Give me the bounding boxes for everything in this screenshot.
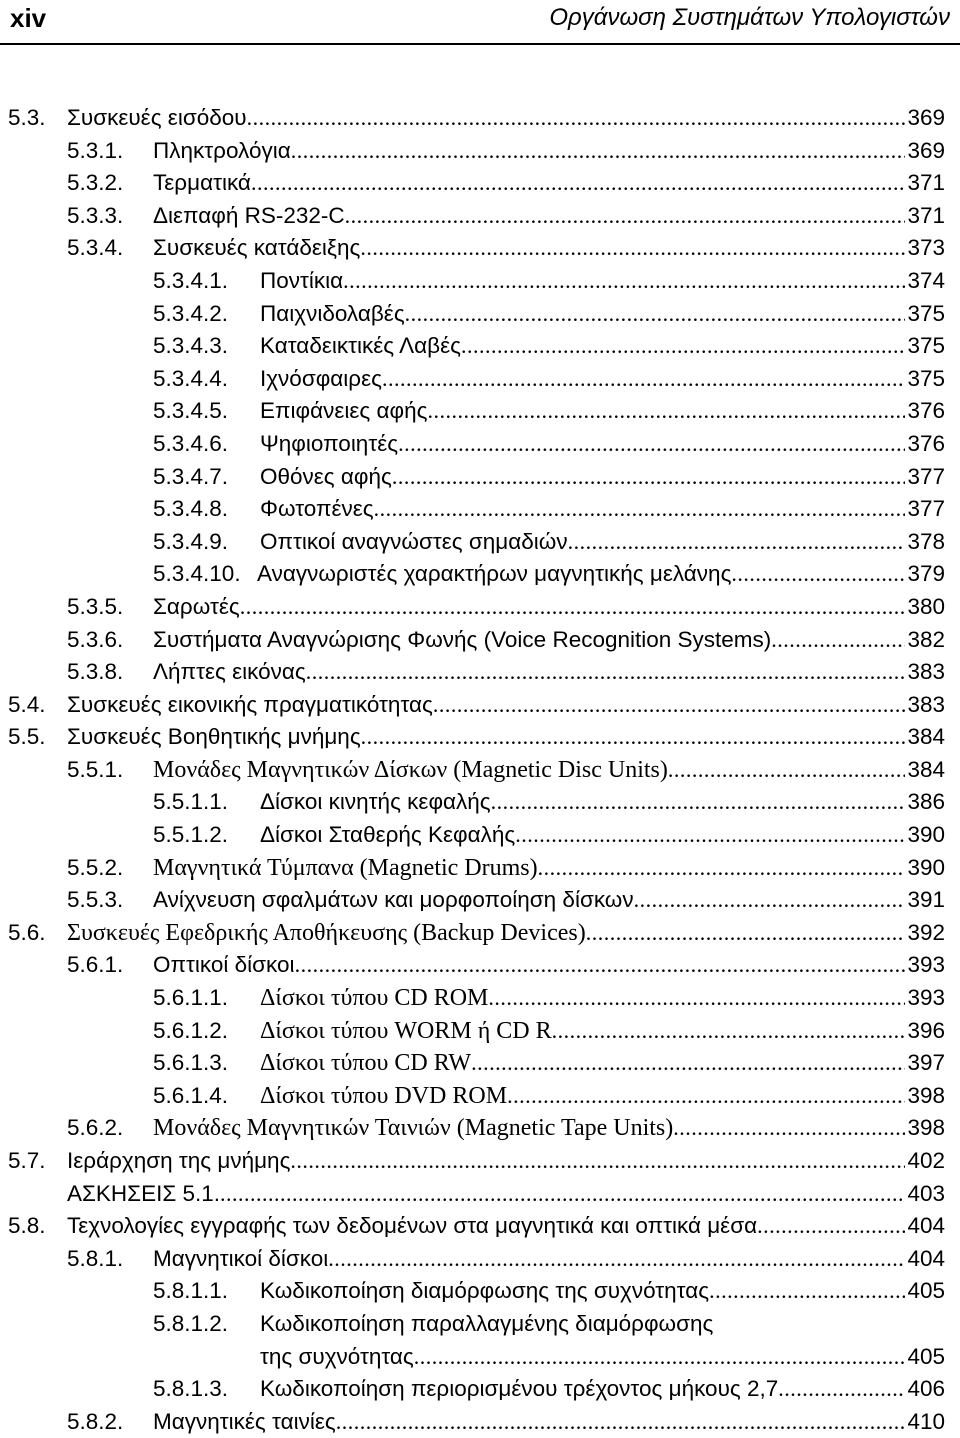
toc-entry-line xyxy=(153,949,945,982)
toc-entry-title: Ποντίκια xyxy=(260,267,344,293)
page-number: xiv xyxy=(10,3,47,33)
toc-entry-line xyxy=(153,754,945,787)
dot-leader xyxy=(552,1015,906,1048)
toc-entry-number: 5.6.1.1. xyxy=(153,985,229,1011)
toc-entry-number: 5.5. xyxy=(8,724,46,750)
toc-entry-page: 386 xyxy=(907,789,945,815)
toc-entry-title: Συστήματα Αναγνώρισης Φωνής (Voice Recognition Systems) xyxy=(153,626,772,652)
toc-entry-title: Καταδεικτικές Λαβές xyxy=(260,333,461,359)
toc-entry-page: 393 xyxy=(907,985,945,1011)
toc-entry[interactable] xyxy=(0,982,960,1015)
toc-entry-line xyxy=(67,1145,945,1178)
toc-entry-number: 5.3.4.2. xyxy=(153,300,229,326)
toc-entry-number: 5.3.4.7. xyxy=(153,463,229,489)
dot-leader xyxy=(240,591,906,624)
toc-entry-line xyxy=(260,461,945,494)
toc-entry[interactable] xyxy=(0,721,960,754)
toc-entry-title: Ιεράρχηση της μνήμης xyxy=(67,1148,291,1173)
toc-entry-title: Παιχνιδολαβές xyxy=(260,300,405,326)
dot-leader xyxy=(328,1243,905,1276)
toc-entry-line xyxy=(153,1243,945,1276)
toc-entry-title: Κωδικοποίηση περιορισμένου τρέχοντος μήκους 2,7 xyxy=(260,1376,779,1402)
toc-entry-title: Σαρωτές xyxy=(153,593,240,619)
toc-entry-title: Διεπαφή RS-232-C xyxy=(153,202,345,228)
toc-entry-page: 377 xyxy=(907,496,945,522)
dot-leader xyxy=(295,949,906,982)
toc-entry[interactable] xyxy=(0,1308,960,1341)
dot-leader xyxy=(668,754,906,787)
toc-entry-title: Αναγνωριστές χαρακτήρων μαγνητικής μελάνης xyxy=(257,561,732,587)
toc-entry-line xyxy=(153,1406,945,1438)
dot-leader xyxy=(673,1112,905,1145)
toc-entry[interactable] xyxy=(0,102,960,135)
toc-entry-page: 380 xyxy=(907,593,945,619)
toc-entry-title: Δίσκοι τύπου DVD ROM xyxy=(260,1082,508,1109)
toc-entry-line xyxy=(260,1047,945,1080)
toc-entry-number: 5.5.3. xyxy=(67,887,124,913)
toc-entry[interactable] xyxy=(0,656,960,689)
toc-entry[interactable] xyxy=(0,1275,960,1308)
toc-entry-line xyxy=(153,200,945,233)
toc-entry-page: 375 xyxy=(907,333,945,359)
toc-entry-page: 377 xyxy=(907,463,945,489)
toc-entry-title: της συχνότητας xyxy=(260,1343,414,1369)
toc-entry-title: Οπτικοί αναγνώστες σημαδιών xyxy=(260,528,568,554)
dot-leader xyxy=(414,1341,906,1374)
toc-entry-number: 5.3.4.9. xyxy=(153,528,229,554)
toc-entry-page: 371 xyxy=(907,202,945,228)
toc-entry[interactable] xyxy=(0,852,960,885)
toc-entry-title: Μαγνητικοί δίσκοι xyxy=(153,1245,329,1271)
toc-entry[interactable] xyxy=(0,917,960,950)
toc-entry[interactable] xyxy=(0,1406,960,1438)
toc-entry[interactable] xyxy=(0,689,960,722)
toc-entry-number: 5.3.4.6. xyxy=(153,430,229,456)
toc-entry-page: 373 xyxy=(907,235,945,261)
toc-entry[interactable] xyxy=(0,949,960,982)
toc-entry-number: 5.5.1. xyxy=(67,756,124,782)
toc-entry-number: 5.8.1.1. xyxy=(153,1278,229,1304)
toc-entry-number: 5.3.5. xyxy=(67,593,124,619)
toc-entry-line xyxy=(67,1210,945,1243)
dot-leader xyxy=(374,493,906,526)
toc-entry[interactable] xyxy=(0,786,960,819)
toc-entry-line xyxy=(260,1080,945,1113)
toc-entry-page: 375 xyxy=(907,300,945,326)
toc-entry-title: Μονάδες Μαγνητικών Ταινιών (Magnetic Tape Units) xyxy=(153,1115,674,1142)
toc-entry-number: 5.6.1.3. xyxy=(153,1050,229,1076)
dot-leader xyxy=(757,1210,905,1243)
toc-entry-page: 405 xyxy=(907,1343,945,1369)
dot-leader xyxy=(291,135,906,168)
toc-entry-number: 5.6.1.2. xyxy=(153,1017,229,1043)
toc-entry[interactable] xyxy=(0,428,960,461)
dot-leader xyxy=(382,363,905,396)
toc-entry-page: 384 xyxy=(907,756,945,782)
toc-entry[interactable] xyxy=(0,884,960,917)
toc-entry[interactable] xyxy=(0,1015,960,1048)
toc-entry-title: Οθόνες αφής xyxy=(260,463,392,489)
toc-entry-title: Δίσκοι τύπου CD RW xyxy=(260,1050,472,1077)
toc-entry-title: Δίσκοι Σταθερής Κεφαλής xyxy=(260,822,516,848)
dot-leader xyxy=(360,232,905,265)
table-of-contents xyxy=(0,102,960,1438)
toc-entry-number: 5.7. xyxy=(8,1148,46,1173)
toc-entry-page: 404 xyxy=(907,1245,945,1271)
toc-entry-page: 410 xyxy=(907,1408,945,1434)
toc-entry[interactable] xyxy=(0,1178,960,1211)
toc-entry-number: 5.6.1. xyxy=(67,952,124,978)
toc-entry-page: 398 xyxy=(907,1115,945,1141)
dot-leader xyxy=(515,819,905,852)
toc-entry-line xyxy=(260,330,945,363)
toc-entry-line xyxy=(67,917,945,950)
toc-entry-title: Συσκευές εικονικής πραγματικότητας xyxy=(67,691,433,717)
toc-entry-page: 383 xyxy=(907,659,945,685)
dot-leader xyxy=(778,1373,905,1406)
toc-entry-number: 5.3.1. xyxy=(67,137,124,163)
toc-entry[interactable] xyxy=(0,461,960,494)
toc-entry-page: 390 xyxy=(907,854,945,880)
toc-entry-page: 374 xyxy=(907,267,945,293)
toc-entry-title: Κωδικοποίηση παραλλαγμένης διαμόρφωσης xyxy=(260,1310,714,1336)
toc-entry-line xyxy=(260,982,945,1015)
dot-leader xyxy=(507,1080,905,1113)
toc-entry[interactable] xyxy=(0,232,960,265)
toc-entry-number: 5.8.1. xyxy=(67,1245,124,1271)
toc-entry-page: 390 xyxy=(907,822,945,848)
dot-leader xyxy=(345,200,906,233)
toc-entry-number: 5.3.2. xyxy=(67,170,124,196)
dot-leader xyxy=(488,982,905,1015)
toc-entry-page: 382 xyxy=(907,626,945,652)
dot-leader xyxy=(491,786,906,819)
toc-entry-line xyxy=(260,493,945,526)
toc-entry-page: 398 xyxy=(907,1082,945,1108)
toc-entry[interactable] xyxy=(0,1373,960,1406)
toc-entry-page: 383 xyxy=(907,691,945,717)
toc-entry[interactable] xyxy=(0,363,960,396)
toc-entry-number: 5.8.1.3. xyxy=(153,1376,229,1402)
toc-entry-line xyxy=(260,363,945,396)
toc-entry-line xyxy=(153,852,945,885)
toc-entry-line xyxy=(260,265,945,298)
toc-entry-number: 5.3.4.4. xyxy=(153,365,229,391)
toc-entry-line xyxy=(153,135,945,168)
toc-entry-line xyxy=(260,1275,945,1308)
toc-entry-number: 5.3.6. xyxy=(67,626,124,652)
toc-entry[interactable] xyxy=(0,1080,960,1113)
book-title: Οργάνωση Συστημάτων Υπολογιστών xyxy=(549,4,950,31)
toc-entry-page: 369 xyxy=(907,105,945,130)
toc-entry-page: 371 xyxy=(907,170,945,196)
toc-entry-number: 5.3.3. xyxy=(67,202,124,228)
toc-entry[interactable] xyxy=(0,298,960,331)
dot-leader xyxy=(433,689,906,722)
toc-entry-number: 5.6.2. xyxy=(67,1115,124,1141)
toc-entry[interactable] xyxy=(0,330,960,363)
toc-entry[interactable] xyxy=(0,395,960,428)
toc-entry-page: 402 xyxy=(907,1148,945,1173)
toc-entry-line xyxy=(153,232,945,265)
toc-entry-title: Τερματικά xyxy=(153,170,251,196)
toc-entry-line xyxy=(260,1341,945,1374)
dot-leader xyxy=(428,395,906,428)
dot-leader xyxy=(306,656,906,689)
toc-entry-page: 396 xyxy=(907,1017,945,1043)
dot-leader xyxy=(405,298,906,331)
toc-entry-number: 5.3.8. xyxy=(67,659,124,685)
dot-leader xyxy=(343,265,905,298)
toc-entry-page: 404 xyxy=(907,1213,945,1239)
toc-entry-title: ΑΣΚΗΣΕΙΣ 5.1. xyxy=(67,1180,221,1206)
toc-entry-number: 5.8.2. xyxy=(67,1408,124,1434)
toc-entry-line xyxy=(257,558,945,591)
dot-leader xyxy=(336,1406,906,1438)
toc-entry-title: Οπτικοί δίσκοι xyxy=(153,952,295,978)
toc-entry[interactable] xyxy=(0,1112,960,1145)
toc-entry[interactable] xyxy=(0,200,960,233)
toc-entry-number: 5.6.1.4. xyxy=(153,1082,229,1108)
toc-entry-number: 5.3.4.5. xyxy=(153,398,229,424)
toc-entry-number: 5.3. xyxy=(8,105,46,130)
toc-entry-title: Μαγνητικές ταινίες xyxy=(153,1408,336,1434)
toc-entry-page: 376 xyxy=(907,398,945,424)
toc-entry-number: 5.6. xyxy=(8,919,46,945)
toc-entry-number: 5.5.1.2. xyxy=(153,822,229,848)
toc-entry-line xyxy=(260,298,945,331)
dot-leader xyxy=(361,721,906,754)
toc-entry-page: 406 xyxy=(907,1376,945,1402)
toc-entry-page: 378 xyxy=(907,528,945,554)
toc-entry[interactable] xyxy=(0,624,960,657)
toc-entry-title: Συσκευές Βοηθητικής μνήμης xyxy=(67,724,361,750)
dot-leader xyxy=(538,852,906,885)
toc-entry-title: Τεχνολογίες εγγραφής των δεδομένων στα μαγνητικά και οπτικά μέσα xyxy=(67,1213,758,1239)
toc-entry-line xyxy=(67,689,945,722)
toc-entry-page: 393 xyxy=(907,952,945,978)
dot-leader xyxy=(247,102,906,135)
dot-leader xyxy=(461,330,905,363)
toc-entry[interactable] xyxy=(0,591,960,624)
toc-entry-number: 5.8. xyxy=(8,1213,46,1239)
toc-entry[interactable] xyxy=(0,493,960,526)
toc-entry[interactable] xyxy=(0,1341,960,1374)
toc-entry-page: 397 xyxy=(907,1050,945,1076)
toc-entry[interactable] xyxy=(0,819,960,852)
toc-entry-number: 5.3.4.3. xyxy=(153,333,229,359)
toc-entry[interactable] xyxy=(0,135,960,168)
dot-leader xyxy=(771,624,905,657)
dot-leader xyxy=(586,917,906,950)
toc-entry-line xyxy=(153,656,945,689)
dot-leader xyxy=(392,461,906,494)
toc-entry-title: Επιφάνειες αφής xyxy=(260,398,428,424)
toc-entry-title: Δίσκοι τύπου WORM ή CD R xyxy=(260,1017,552,1044)
toc-entry-line xyxy=(153,1112,945,1145)
toc-entry-title: Δίσκοι κινητής κεφαλής xyxy=(260,789,491,815)
toc-entry-line xyxy=(260,1373,945,1406)
toc-entry-title: Ψηφιοποιητές xyxy=(260,430,399,456)
dot-leader xyxy=(568,526,906,559)
toc-entry-number: 5.5.2. xyxy=(67,854,124,880)
toc-entry-page: 369 xyxy=(907,137,945,163)
toc-entry-number: 5.8.1.2. xyxy=(153,1310,229,1336)
toc-entry-line xyxy=(260,819,945,852)
toc-entry-line xyxy=(153,624,945,657)
toc-entry-line xyxy=(153,167,945,200)
toc-entry[interactable] xyxy=(0,1145,960,1178)
toc-entry-title: Συσκευές Εφεδρικής Αποθήκευσης (Backup Devices) xyxy=(67,919,586,946)
toc-entry-line xyxy=(260,526,945,559)
toc-entry-title: Λήπτες εικόνας xyxy=(153,659,306,685)
dot-leader xyxy=(398,428,905,461)
toc-entry-line xyxy=(260,786,945,819)
toc-entry-title: Ανίχνευση σφαλμάτων και μορφοποίηση δίσκων xyxy=(153,887,634,913)
toc-entry-page: 384 xyxy=(907,724,945,750)
dot-leader xyxy=(290,1145,905,1178)
toc-entry-title: Πληκτρολόγια xyxy=(153,137,291,163)
toc-entry[interactable] xyxy=(0,265,960,298)
toc-entry-page: 391 xyxy=(907,887,945,913)
toc-entry[interactable] xyxy=(0,1047,960,1080)
toc-entry-title: Μονάδες Μαγνητικών Δίσκων (Magnetic Disc Units) xyxy=(153,756,668,783)
toc-entry-number: 5.3.4.8. xyxy=(153,496,229,522)
toc-entry-page: 405 xyxy=(907,1278,945,1304)
toc-entry[interactable] xyxy=(0,526,960,559)
toc-entry-line xyxy=(153,591,945,624)
toc-entry-title: Συσκευές κατάδειξης xyxy=(153,235,361,261)
toc-entry-line xyxy=(67,721,945,754)
dot-leader xyxy=(731,558,905,591)
toc-entry-number: 5.3.4.10. xyxy=(153,561,241,587)
page-header xyxy=(0,0,960,45)
toc-entry-title: Κωδικοποίηση διαμόρφωσης της συχνότητας xyxy=(260,1278,710,1304)
toc-entry-line xyxy=(67,1178,945,1211)
toc-entry-page: 392 xyxy=(907,919,945,945)
toc-entry-line xyxy=(260,395,945,428)
toc-entry[interactable] xyxy=(0,1210,960,1243)
toc-entry-page: 403 xyxy=(907,1180,945,1206)
toc-entry-number: 5.5.1.1. xyxy=(153,789,229,815)
dot-leader xyxy=(471,1047,905,1080)
toc-entry-number: 5.3.4.1. xyxy=(153,267,229,293)
toc-entry-line xyxy=(67,102,945,135)
toc-entry-number: 5.3.4. xyxy=(67,235,124,261)
toc-entry[interactable] xyxy=(0,754,960,787)
dot-leader xyxy=(634,884,906,917)
toc-entry-page: 375 xyxy=(907,365,945,391)
toc-entry-title: Ιχνόσφαιρες xyxy=(260,365,382,391)
toc-entry-line xyxy=(260,1015,945,1048)
dot-leader xyxy=(251,167,906,200)
toc-entry-title: Φωτοπένες xyxy=(260,496,374,522)
toc-entry[interactable] xyxy=(0,167,960,200)
dot-leader xyxy=(709,1275,905,1308)
toc-entry-line xyxy=(260,1308,945,1341)
toc-entry-title: Δίσκοι τύπου CD ROM xyxy=(260,985,489,1012)
toc-entry-title: Συσκευές εισόδου xyxy=(67,105,247,130)
toc-entry-line xyxy=(260,428,945,461)
toc-entry-number: 5.4. xyxy=(8,691,46,717)
toc-entry[interactable] xyxy=(0,558,960,591)
toc-entry-line xyxy=(153,884,945,917)
toc-entry-title: Μαγνητικά Τύμπανα (Magnetic Drums) xyxy=(153,854,538,881)
toc-entry-page: 379 xyxy=(907,561,945,587)
toc-entry-page: 376 xyxy=(907,430,945,456)
dot-leader xyxy=(220,1178,905,1211)
toc-entry[interactable] xyxy=(0,1243,960,1276)
